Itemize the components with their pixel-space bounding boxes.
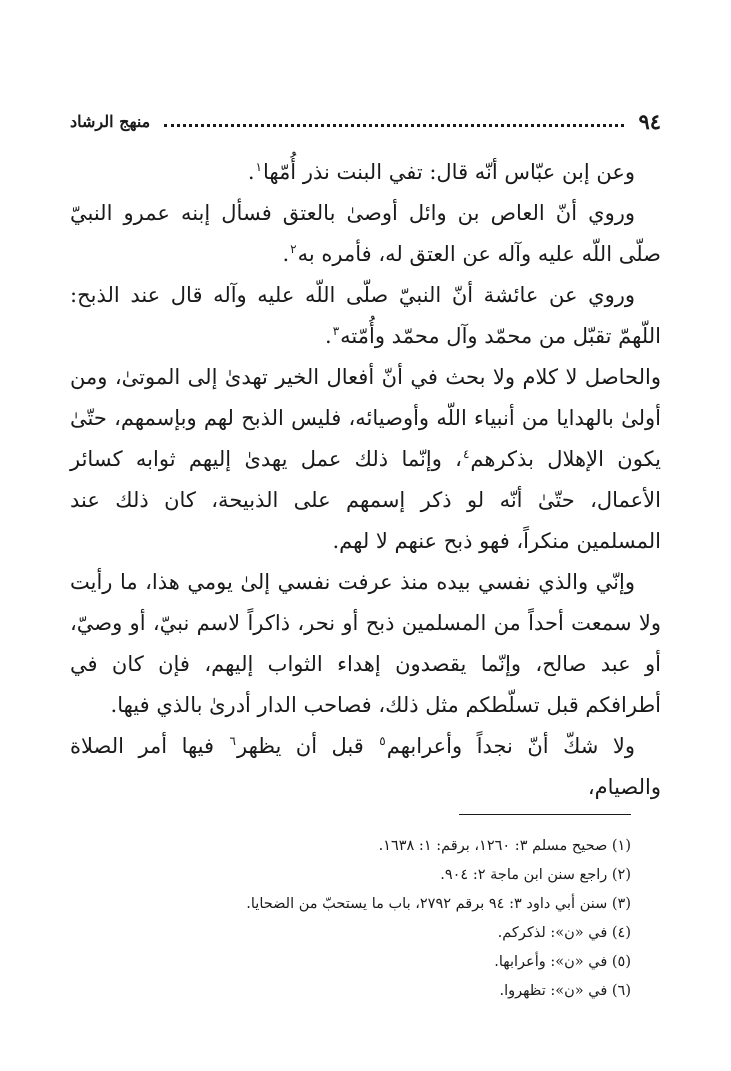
footnote: (٥) في «ن»: وأعرابها. (494, 954, 631, 970)
paragraph: وروي أنّ العاص بن وائل أوصىٰ بالعتق فسأل إبنه عمرو النبيّ صلّى اللّه عليه وآله عن العتق له، فأمره به$^٢$. (70, 201, 661, 266)
footnote: (٣) سنن أبي داود ٣: ٩٤ برقم ٢٧٩٢، باب ما يستحبّ من الضحايا. (246, 896, 631, 912)
page-number: ٩٤ (638, 108, 661, 134)
footnote: (٦) في «ن»: تظهروا. (499, 983, 631, 999)
footnote-ref: ٣ (332, 324, 340, 338)
footnote-separator (459, 814, 631, 815)
footnote-ref: ٦ (229, 734, 236, 748)
footnote-ref: ٤ (462, 447, 470, 461)
paragraph: وروي عن عائشة أنّ النبيّ صلّى اللّه عليه وآله قال عند الذبح: اللّهمّ تقبّل من محمّد وآل محمّد وأُمّته$^٣$. (70, 283, 661, 348)
footnotes (70, 832, 631, 1006)
footnote: (١) صحيح مسلم ٣: ١٢٦٠، برقم: ١: ١٦٣٨. (378, 838, 631, 854)
footnote: (٤) في «ن»: لذكركم. (497, 925, 631, 941)
main-text (70, 152, 661, 808)
footnote-ref: ٢ (290, 242, 297, 256)
footnote-ref: ١ (255, 160, 262, 174)
page-header (70, 104, 661, 138)
paragraph: ولا شكّ أنّ نجداً وأعرابهم$^٥$ قبل أن يظهر$^٦$ فيها أمر الصلاة والصيام، (70, 734, 661, 799)
paragraph: وإنّي والذي نفسي بيده منذ عرفت نفسي إلىٰ يومي هذا، ما رأيت ولا سمعت أحداً من المسلمين ذبح أو نحر، ذاكراً لاسم نبيّ، أو وصيّ، أو عبد صالح، وإنّما يقصدون إهداء الثواب إليهم، فإن كان في أطرافكم قبل تسلّطكم مثل ذلك، فصاحب الدار أدرىٰ بالذي فيها. (70, 570, 661, 717)
paragraph: وعن إبن عبّاس أنّه قال: تفي البنت نذر أُمّها$^١$. (247, 160, 635, 184)
header-dot-leader (164, 124, 624, 127)
footnote: (٢) راجع سنن ابن ماجة ٢: ٩٠٤. (440, 867, 631, 883)
paragraph: والحاصل لا كلام ولا بحث في أنّ أفعال الخير تهدىٰ إلى الموتىٰ، ومن أولىٰ بالهدايا من أنبياء اللّه وأوصيائه، فليس الذبح لهم وبإسمهم، حتّىٰ يكون الإهلال بذكرهم$^٤$، وإنّما ذلك عمل يهدىٰ إليهم ثوابه كسائر الأعمال، حتّىٰ أنّه لو ذكر إسمهم على الذبيحة، كان ذلك عند المسلمين منكراً، فهو ذبح عنهم لا لهم. (70, 365, 661, 553)
footnote-ref: ٥ (379, 734, 386, 748)
running-head: منهج الرشاد (70, 111, 151, 131)
